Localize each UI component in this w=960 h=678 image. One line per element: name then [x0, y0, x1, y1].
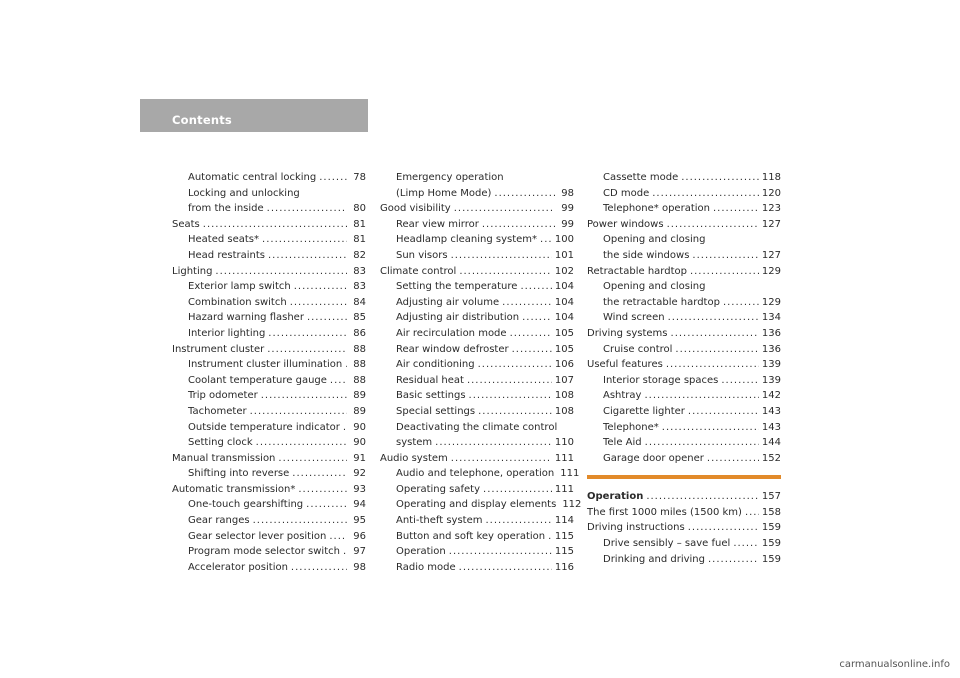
toc-entry-title: Automatic transmission*	[172, 483, 296, 495]
toc-subentry[interactable]	[380, 232, 574, 248]
dot-leader	[454, 201, 555, 217]
toc-entry-title: Lighting	[172, 265, 213, 277]
dot-leader	[520, 279, 551, 295]
toc-subentry[interactable]	[587, 310, 781, 326]
toc-subentry[interactable]	[587, 342, 781, 358]
toc-entry-title: Drive sensibly – save fuel	[603, 538, 731, 550]
toc-entry-title: Basic settings	[396, 390, 466, 402]
dot-leader	[486, 513, 552, 529]
toc-page-number: 92	[353, 468, 366, 480]
dot-leader	[330, 373, 347, 389]
dot-leader	[646, 489, 759, 505]
page-title: Contents	[172, 113, 232, 127]
toc-page-number: 80	[353, 203, 366, 215]
dot-leader	[307, 310, 347, 326]
toc-entry-title: Audio and telephone, operation	[396, 468, 555, 480]
dot-leader	[644, 388, 758, 404]
toc-subentry[interactable]	[172, 326, 366, 342]
dot-leader	[290, 295, 347, 311]
toc-subentry[interactable]	[172, 357, 366, 373]
toc-entry-title: Rear window defroster	[396, 343, 509, 355]
dot-leader	[261, 388, 347, 404]
toc-entry-title: Seats	[172, 218, 200, 230]
dot-leader	[745, 505, 759, 521]
dot-leader	[253, 513, 347, 529]
dot-leader	[688, 404, 759, 420]
toc-subentry[interactable]	[172, 279, 366, 295]
dot-leader	[688, 520, 759, 536]
toc-page-number: 88	[353, 359, 366, 371]
dot-leader	[459, 560, 552, 576]
toc-entry-title: Sun visors	[396, 249, 448, 261]
toc-entry-title: The first 1000 miles (1500 km)	[587, 506, 742, 518]
toc-page-number: 99	[561, 203, 574, 215]
dot-leader	[645, 435, 759, 451]
toc-entry-title: Gear ranges	[188, 515, 250, 527]
toc-subentry[interactable]	[380, 404, 574, 420]
toc-page-number: 89	[353, 405, 366, 417]
toc-page-number: 123	[761, 203, 781, 215]
toc-page-number: 139	[761, 374, 781, 386]
toc-entry-title: Trip odometer	[188, 390, 258, 402]
toc-subentry[interactable]	[587, 201, 781, 217]
toc-page-number: 159	[761, 553, 781, 565]
dot-leader	[215, 264, 347, 280]
toc-subentry[interactable]	[380, 217, 574, 233]
toc-page-number: 85	[353, 312, 366, 324]
toc-entry-title: Outside temperature indicator	[188, 421, 340, 433]
toc-page-number: 88	[353, 374, 366, 386]
toc-page-number: 127	[761, 218, 781, 230]
toc-page-number: 136	[761, 343, 781, 355]
dot-leader	[267, 201, 347, 217]
toc-entry-title: Program mode selector switch	[188, 546, 340, 558]
toc-page-number: 95	[353, 515, 366, 527]
toc-entry-title: from the inside	[188, 203, 264, 215]
toc-subentry[interactable]	[380, 466, 580, 482]
toc-page-number: 99	[561, 218, 574, 230]
toc-subentry[interactable]	[172, 170, 366, 186]
toc-text-line: Opening and closing	[603, 281, 706, 293]
toc-page-number: 104	[554, 312, 574, 324]
toc-subentry[interactable]	[380, 310, 574, 326]
toc-subentry[interactable]	[380, 544, 574, 560]
toc-page-number: 96	[353, 530, 366, 542]
dot-leader	[292, 466, 347, 482]
toc-subentry[interactable]	[172, 295, 366, 311]
toc-entry-title: Setting the temperature	[396, 281, 518, 293]
dot-leader	[278, 451, 347, 467]
toc-page-number: 107	[554, 374, 574, 386]
toc-page-number: 115	[554, 530, 574, 542]
toc-entry-title: Cruise control	[603, 343, 673, 355]
toc-subentry[interactable]	[587, 536, 781, 552]
toc-text-line: Deactivating the climate control	[396, 421, 558, 433]
dot-leader	[256, 435, 347, 451]
toc-subentry[interactable]	[587, 248, 781, 264]
dot-leader	[250, 404, 347, 420]
toc-entry[interactable]	[587, 264, 781, 280]
toc-subentry[interactable]	[380, 482, 574, 498]
toc-subentry[interactable]	[380, 326, 574, 342]
toc-entry-title: Good visibility	[380, 203, 451, 215]
toc-subentry[interactable]	[172, 310, 366, 326]
toc-page-number: 86	[353, 327, 366, 339]
dot-leader	[681, 170, 759, 186]
toc-subentry[interactable]	[380, 560, 574, 576]
toc-entry[interactable]	[587, 217, 781, 233]
dot-leader	[548, 529, 552, 545]
toc-subentry[interactable]	[380, 295, 574, 311]
toc-entry-title: Tele Aid	[603, 437, 642, 449]
toc-page-number: 84	[353, 296, 366, 308]
toc-page-number: 114	[554, 515, 574, 527]
toc-page-number: 115	[554, 546, 574, 558]
dot-leader	[268, 248, 347, 264]
toc-page-number: 111	[560, 468, 580, 480]
toc-subentry[interactable]	[587, 420, 781, 436]
toc-entry-title: Audio system	[380, 452, 448, 464]
toc-entry[interactable]	[172, 217, 366, 233]
toc-page-number: 101	[554, 249, 574, 261]
toc-entry-title: Hazard warning flasher	[188, 312, 304, 324]
dot-leader	[478, 357, 552, 373]
toc-entry-title: Headlamp cleaning system*	[396, 234, 538, 246]
dot-leader	[675, 342, 758, 358]
dot-leader	[294, 279, 347, 295]
toc-entry-title: Gear selector lever position	[188, 530, 327, 542]
toc-page-number: 88	[353, 343, 366, 355]
dot-leader	[512, 342, 552, 358]
toc-entry[interactable]	[380, 264, 574, 280]
toc-entry-title: Climate control	[380, 265, 457, 277]
toc-subentry[interactable]	[380, 279, 574, 295]
toc-page-number: 94	[353, 499, 366, 511]
toc-entry-title: Residual heat	[396, 374, 464, 386]
toc-page-number: 104	[554, 281, 574, 293]
dot-leader	[733, 536, 759, 552]
section-header	[140, 99, 368, 132]
toc-entry[interactable]	[380, 451, 574, 467]
toc-subentry[interactable]	[172, 497, 366, 513]
toc-entry[interactable]	[172, 451, 366, 467]
toc-entry-title: Combination switch	[188, 296, 287, 308]
dot-leader	[494, 186, 555, 202]
toc-entry[interactable]	[172, 482, 366, 498]
toc-page-number: 98	[561, 187, 574, 199]
toc-entry-title: Instrument cluster illumination	[188, 359, 343, 371]
toc-page-number: 105	[554, 343, 574, 355]
dot-leader	[652, 186, 759, 202]
watermark-link[interactable]: carmanualsonline.info	[839, 659, 950, 670]
toc-subentry[interactable]	[172, 248, 366, 264]
toc-entry-title: Accelerator position	[188, 561, 288, 573]
dot-leader	[662, 420, 759, 436]
toc-subentry[interactable]	[587, 404, 781, 420]
toc-page-number: 102	[554, 265, 574, 277]
toc-entry[interactable]	[587, 505, 781, 521]
toc-entry-title: Operation	[587, 491, 644, 503]
toc-entry-title: Drinking and driving	[603, 553, 705, 565]
toc-page-number: 81	[353, 234, 366, 246]
toc-subentry[interactable]	[172, 529, 366, 545]
toc-entry-title: system	[396, 437, 433, 449]
toc-page-number: 110	[554, 437, 574, 449]
toc-page-number: 120	[761, 187, 781, 199]
toc-entry-title: Operating safety	[396, 483, 481, 495]
toc-subentry[interactable]	[380, 357, 574, 373]
toc-subentry[interactable]	[380, 435, 574, 451]
dot-leader	[449, 544, 552, 560]
toc-subentry[interactable]	[172, 404, 366, 420]
toc-page-number: 143	[761, 405, 781, 417]
toc-page-number: 108	[554, 405, 574, 417]
dot-leader	[540, 232, 552, 248]
toc-page-number: 90	[353, 421, 366, 433]
toc-page-number: 104	[554, 296, 574, 308]
toc-page-number: 134	[761, 312, 781, 324]
toc-entry[interactable]	[587, 357, 781, 373]
toc-entry-title: Cigarette lighter	[603, 405, 685, 417]
toc-page-number: 78	[353, 172, 366, 183]
dot-leader	[467, 373, 552, 389]
toc-page-number: 89	[353, 390, 366, 402]
toc-entry-title: Shifting into reverse	[188, 468, 290, 480]
toc-entry-title: the side windows	[603, 249, 690, 261]
toc-entry-title: Exterior lamp switch	[188, 281, 291, 293]
toc-page-number: 127	[761, 249, 781, 261]
toc-entry[interactable]	[172, 264, 366, 280]
dot-leader	[721, 373, 759, 389]
toc-subentry[interactable]	[172, 232, 366, 248]
toc-text-line: Emergency operation	[396, 172, 504, 183]
dot-leader	[267, 342, 347, 358]
toc-entry[interactable]	[587, 326, 781, 342]
dot-leader	[668, 310, 759, 326]
dot-leader	[435, 435, 552, 451]
dot-leader	[451, 248, 552, 264]
toc-subentry[interactable]	[380, 513, 574, 529]
dot-leader	[268, 326, 347, 342]
toc-entry-title: Special settings	[396, 405, 476, 417]
dot-leader	[306, 497, 347, 513]
toc-page-number: 136	[761, 327, 781, 339]
dot-leader	[667, 217, 759, 233]
toc-entry-title: Driving systems	[587, 327, 668, 339]
toc-subentry[interactable]	[380, 388, 574, 404]
toc-entry[interactable]	[172, 342, 366, 358]
toc-page-number: 106	[554, 359, 574, 371]
toc-subentry[interactable]	[172, 560, 366, 576]
toc-column-2	[380, 170, 582, 575]
toc-entry-title: Driving instructions	[587, 522, 685, 534]
toc-page-number: 82	[353, 249, 366, 261]
dot-leader	[478, 404, 552, 420]
toc-subentry[interactable]	[587, 388, 781, 404]
toc-subentry[interactable]	[587, 552, 781, 568]
dot-leader	[459, 264, 552, 280]
toc-subentry[interactable]	[380, 497, 582, 513]
toc-entry-title: Tachometer	[188, 405, 247, 417]
toc-page-number: 83	[353, 265, 366, 277]
toc-entry-title: Manual transmission	[172, 452, 276, 464]
dot-leader	[298, 482, 347, 498]
toc-page-number: 159	[761, 538, 781, 550]
dot-leader	[522, 310, 552, 326]
toc-page-number: 142	[761, 390, 781, 402]
toc-page-number: 112	[562, 499, 582, 511]
toc-text-line: Opening and closing	[603, 234, 706, 246]
dot-leader	[713, 201, 759, 217]
toc-entry-title: Setting clock	[188, 437, 253, 449]
toc-entry-title: Heated seats*	[188, 234, 260, 246]
toc-subentry[interactable]	[587, 435, 781, 451]
toc-entry-title: Telephone*	[603, 421, 659, 433]
toc-entry-title: (Limp Home Mode)	[396, 187, 492, 199]
toc-page-number: 105	[554, 327, 574, 339]
toc-entry-title: Operating and display elements	[396, 499, 557, 511]
toc-page-number: 97	[353, 546, 366, 558]
toc-subentry[interactable]	[587, 295, 781, 311]
toc-subentry[interactable]	[172, 201, 366, 217]
dot-leader	[343, 420, 347, 436]
toc-subentry[interactable]	[172, 544, 366, 560]
dot-leader	[483, 482, 552, 498]
dot-leader	[203, 217, 347, 233]
toc-entry-title: Rear view mirror	[396, 218, 479, 230]
dot-leader	[319, 170, 347, 186]
toc-subentry[interactable]	[172, 420, 366, 436]
toc-page-number: 152	[761, 452, 781, 464]
toc-entry-title: Telephone* operation	[603, 203, 710, 215]
toc-entry[interactable]	[380, 201, 574, 217]
dot-leader	[345, 357, 347, 373]
toc-entry-title: Interior storage spaces	[603, 374, 719, 386]
toc-page-number: 98	[353, 561, 366, 573]
dot-leader	[708, 552, 759, 568]
toc-entry-title: Radio mode	[396, 561, 456, 573]
toc-entry[interactable]	[587, 520, 781, 536]
dot-leader	[482, 217, 555, 233]
dot-leader	[502, 295, 552, 311]
dot-leader	[723, 295, 759, 311]
toc-page-number: 158	[761, 506, 781, 518]
toc-entry-title: Air recirculation mode	[396, 327, 507, 339]
toc-entry-title: Anti-theft system	[396, 515, 483, 527]
dot-leader	[469, 388, 552, 404]
dot-leader	[510, 326, 552, 342]
dot-leader	[343, 544, 347, 560]
toc-entry-title: Ashtray	[603, 390, 642, 402]
toc-column-3	[587, 170, 781, 567]
toc-entry-title: Wind screen	[603, 312, 665, 324]
dot-leader	[451, 451, 552, 467]
toc-page-number: 139	[761, 359, 781, 371]
toc-entry-title: Adjusting air distribution	[396, 312, 520, 324]
toc-entry-title: Head restraints	[188, 249, 265, 261]
toc-entry[interactable]	[587, 489, 781, 505]
toc-entry-title: the retractable hardtop	[603, 296, 720, 308]
toc-page-number: 118	[761, 172, 781, 183]
toc-subentry[interactable]	[380, 373, 574, 389]
dot-leader	[671, 326, 759, 342]
toc-subentry[interactable]	[172, 388, 366, 404]
toc-page-number: 91	[353, 452, 366, 464]
toc-entry-title: Automatic central locking	[188, 172, 317, 183]
dot-leader	[666, 357, 759, 373]
toc-subentry[interactable]	[380, 529, 574, 545]
toc-subentry[interactable]	[172, 435, 366, 451]
toc-subentry[interactable]	[587, 451, 781, 467]
toc-entry-title: Cassette mode	[603, 172, 679, 183]
toc-page-number: 129	[761, 296, 781, 308]
toc-subentry[interactable]	[380, 186, 574, 202]
toc-subentry[interactable]	[380, 342, 574, 358]
toc-entry-title: Adjusting air volume	[396, 296, 500, 308]
toc-page-number: 83	[353, 281, 366, 293]
toc-page-number: 111	[554, 452, 574, 464]
toc-page-number: 159	[761, 522, 781, 534]
toc-page-number: 111	[554, 483, 574, 495]
dot-leader	[262, 232, 347, 248]
toc-page-number: 143	[761, 421, 781, 433]
dot-leader	[690, 264, 759, 280]
toc-subentry[interactable]	[587, 170, 781, 186]
toc-entry-title: Garage door opener	[603, 452, 704, 464]
dot-leader	[329, 529, 347, 545]
toc-page-number: 90	[353, 437, 366, 449]
toc-entry-title: Retractable hardtop	[587, 265, 687, 277]
toc-subentry[interactable]	[380, 248, 574, 264]
toc-entry-title: Interior lighting	[188, 327, 266, 339]
toc-page-number: 93	[353, 483, 366, 495]
toc-entry-title: Coolant temperature gauge	[188, 374, 327, 386]
toc-page-number: 108	[554, 390, 574, 402]
toc-text-line: Locking and unlocking	[188, 187, 300, 199]
toc-subentry[interactable]	[587, 186, 781, 202]
toc-page-number: 144	[761, 437, 781, 449]
dot-leader	[291, 560, 347, 576]
toc-page-number: 116	[554, 561, 574, 573]
toc-page-number: 157	[761, 491, 781, 503]
toc-subentry[interactable]	[172, 373, 366, 389]
toc-page-number: 81	[353, 218, 366, 230]
toc-page-number: 100	[554, 234, 574, 246]
toc-entry-title: Instrument cluster	[172, 343, 265, 355]
toc-entry-title: Air conditioning	[396, 359, 475, 371]
section-divider	[587, 475, 781, 479]
toc-entry-title: Useful features	[587, 359, 663, 371]
toc-subentry[interactable]	[172, 513, 366, 529]
dot-leader	[707, 451, 759, 467]
dot-leader	[692, 248, 759, 264]
toc-subentry[interactable]	[587, 373, 781, 389]
toc-entry-title: CD mode	[603, 187, 650, 199]
toc-entry-title: Button and soft key operation	[396, 530, 546, 542]
toc-entry-title: Operation	[396, 546, 446, 558]
toc-subentry[interactable]	[172, 466, 366, 482]
toc-entry-title: One-touch gearshifting	[188, 499, 304, 511]
toc-column-1	[172, 170, 366, 575]
toc-entry-title: Power windows	[587, 218, 664, 230]
toc-page-number: 129	[761, 265, 781, 277]
